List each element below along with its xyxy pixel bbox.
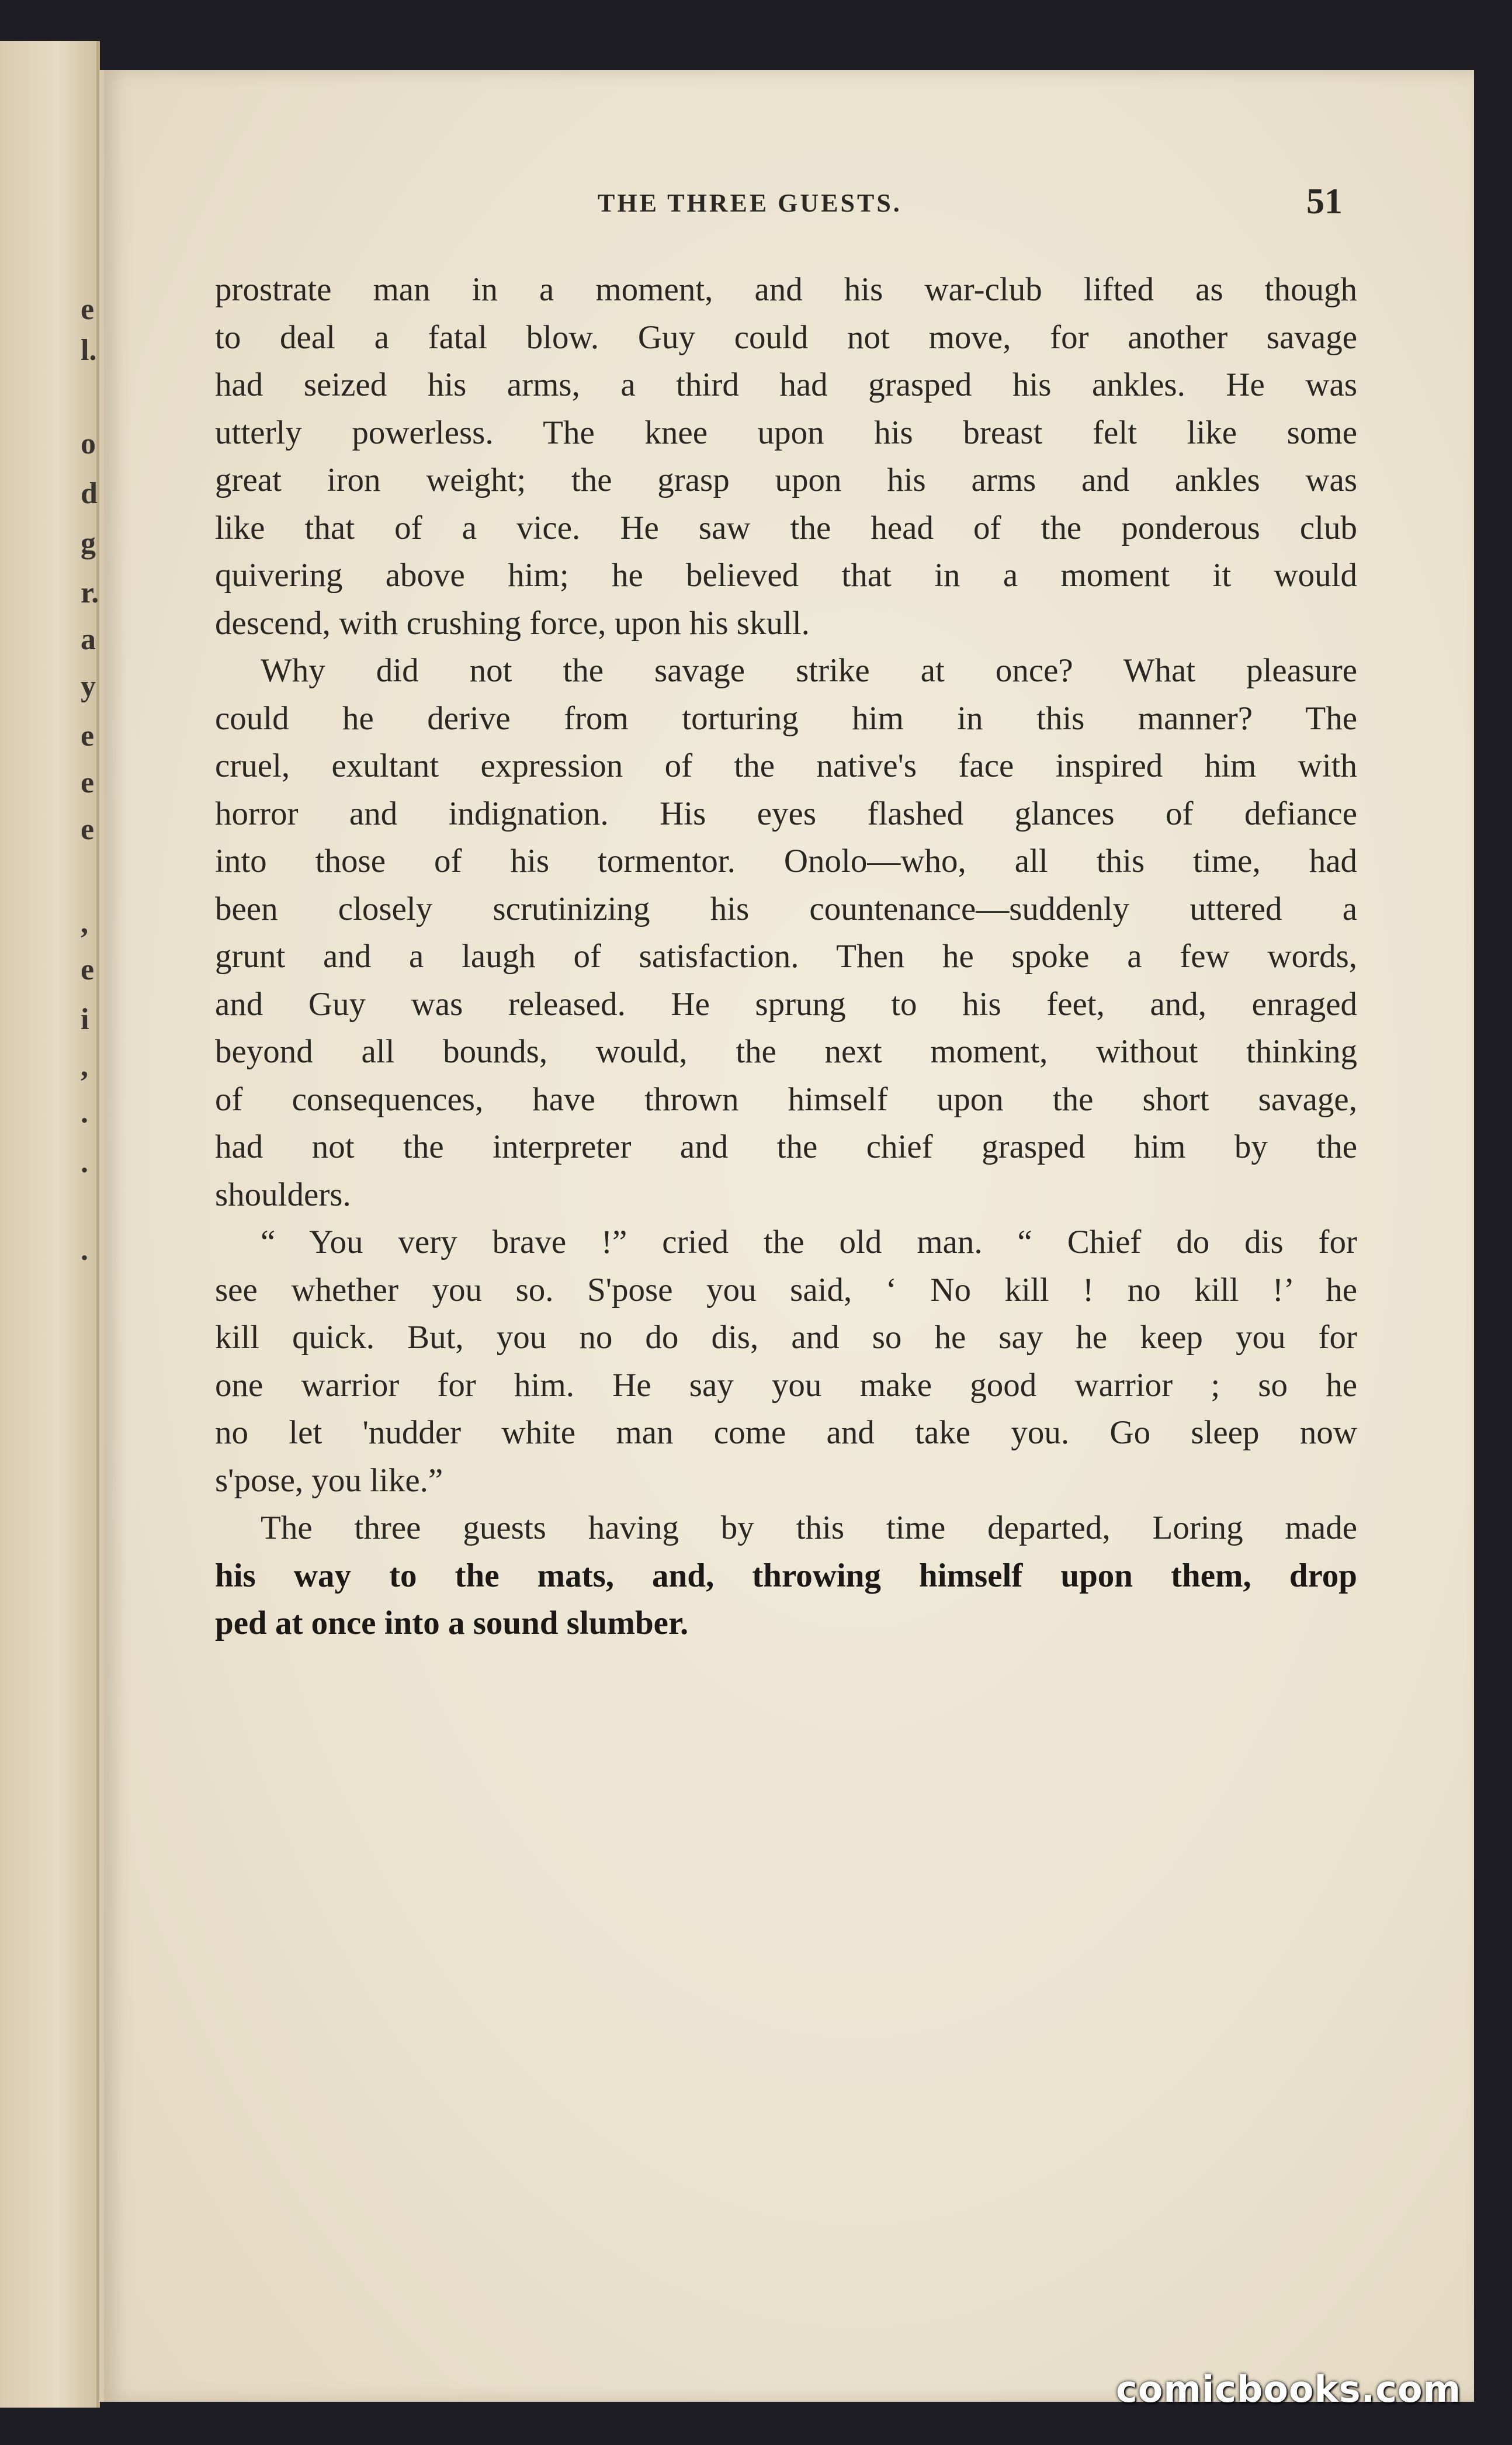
text-line: into those of his tormentor. Onolo—who, all this time, had xyxy=(215,843,1357,879)
text-line: utterly powerless. The knee upon his breast felt like some xyxy=(215,414,1357,451)
facing-page-fragment: e xyxy=(81,953,95,986)
text-line: and Guy was released. He sprung to his feet, and, enraged xyxy=(215,985,1357,1023)
text-line: had seized his arms, a third had grasped his ankles. He was xyxy=(215,366,1357,403)
text-line: could he derive from torturing him in this manner? The xyxy=(215,699,1357,737)
text-line: had not the interpreter and the chief grasped him by the xyxy=(215,1128,1357,1165)
facing-page-fragment: e xyxy=(81,813,95,846)
text-line: his way to the mats, and, throwing himself upon them, drop xyxy=(215,1557,1357,1594)
facing-page-fragment: , xyxy=(81,906,88,940)
text-line: cruel, exultant expression of the native's face inspired him with xyxy=(215,747,1357,784)
text-line: great iron weight; the grasp upon his arms and ankles was xyxy=(215,462,1357,498)
text-line: one warrior for him. He say you make good warrior ; so he xyxy=(215,1366,1357,1404)
text-line: The three guests having by this time departed, Loring made xyxy=(261,1509,1357,1546)
watermark: comicbooks.com xyxy=(1116,2368,1462,2411)
facing-page-fragment: . xyxy=(81,1234,88,1267)
page-number: 51 xyxy=(1306,182,1343,221)
text-line: prostrate man in a moment, and his war-club lifted as though xyxy=(215,271,1357,308)
book-page xyxy=(99,70,1474,2402)
facing-page-fragment: . xyxy=(81,1096,88,1130)
facing-page-edge xyxy=(0,41,100,2408)
text-line: Why did not the savage strike at once? What pleasure xyxy=(261,652,1357,689)
facing-page-fragment: i xyxy=(81,1003,89,1036)
text-line: see whether you so. S'pose you said, ‘ No kill ! no kill !’ he xyxy=(215,1271,1357,1308)
text-line: of consequences, have thrown himself upon the short savage, xyxy=(215,1080,1357,1118)
running-head xyxy=(104,181,1474,228)
text-line: no let 'nudder white man come and take you. Go sleep now xyxy=(215,1414,1357,1451)
running-title: THE THREE GUESTS. xyxy=(598,189,902,217)
text-line: descend, with crushing force, upon his skull. xyxy=(215,604,810,642)
text-line: s'pose, you like.” xyxy=(215,1462,443,1499)
text-line: been closely scrutinizing his countenance—suddenly uttered a xyxy=(215,890,1357,927)
facing-page-fragment: o xyxy=(81,427,96,460)
facing-page-fragment: a xyxy=(81,623,96,656)
text-line: horror and indignation. His eyes flashed glances of defiance xyxy=(215,795,1357,832)
facing-page-fragment: g xyxy=(81,527,96,560)
facing-page-fragment: r. xyxy=(81,576,99,609)
facing-page-fragment: e xyxy=(81,719,95,753)
facing-page-fragment: e xyxy=(81,293,95,326)
text-line: ped at once into a sound slumber. xyxy=(215,1605,689,1641)
text-line: beyond all bounds, would, the next moment, without thinking xyxy=(215,1033,1357,1070)
facing-page-fragment: e xyxy=(81,766,95,799)
text-line: quivering above him; he believed that in a moment it would xyxy=(215,557,1357,594)
facing-page-fragment: l. xyxy=(81,334,97,367)
facing-page-fragment: y xyxy=(81,670,96,703)
facing-page-fragment: . xyxy=(81,1146,88,1179)
text-line: “ You very brave !” cried the old man. “ Chief do dis for xyxy=(261,1224,1357,1260)
text-line: like that of a vice. He saw the head of the ponderous club xyxy=(215,509,1357,546)
text-line: grunt and a laugh of satisfaction. Then he spoke a few words, xyxy=(215,938,1357,975)
text-line: to deal a fatal blow. Guy could not move, for another savage xyxy=(215,318,1357,356)
text-line: shoulders. xyxy=(215,1176,351,1213)
facing-page-fragment: , xyxy=(81,1050,88,1083)
body-text xyxy=(215,266,1357,1647)
facing-page-fragment: d xyxy=(81,477,98,510)
text-line: kill quick. But, you no do dis, and so he say he keep you for xyxy=(215,1319,1357,1356)
